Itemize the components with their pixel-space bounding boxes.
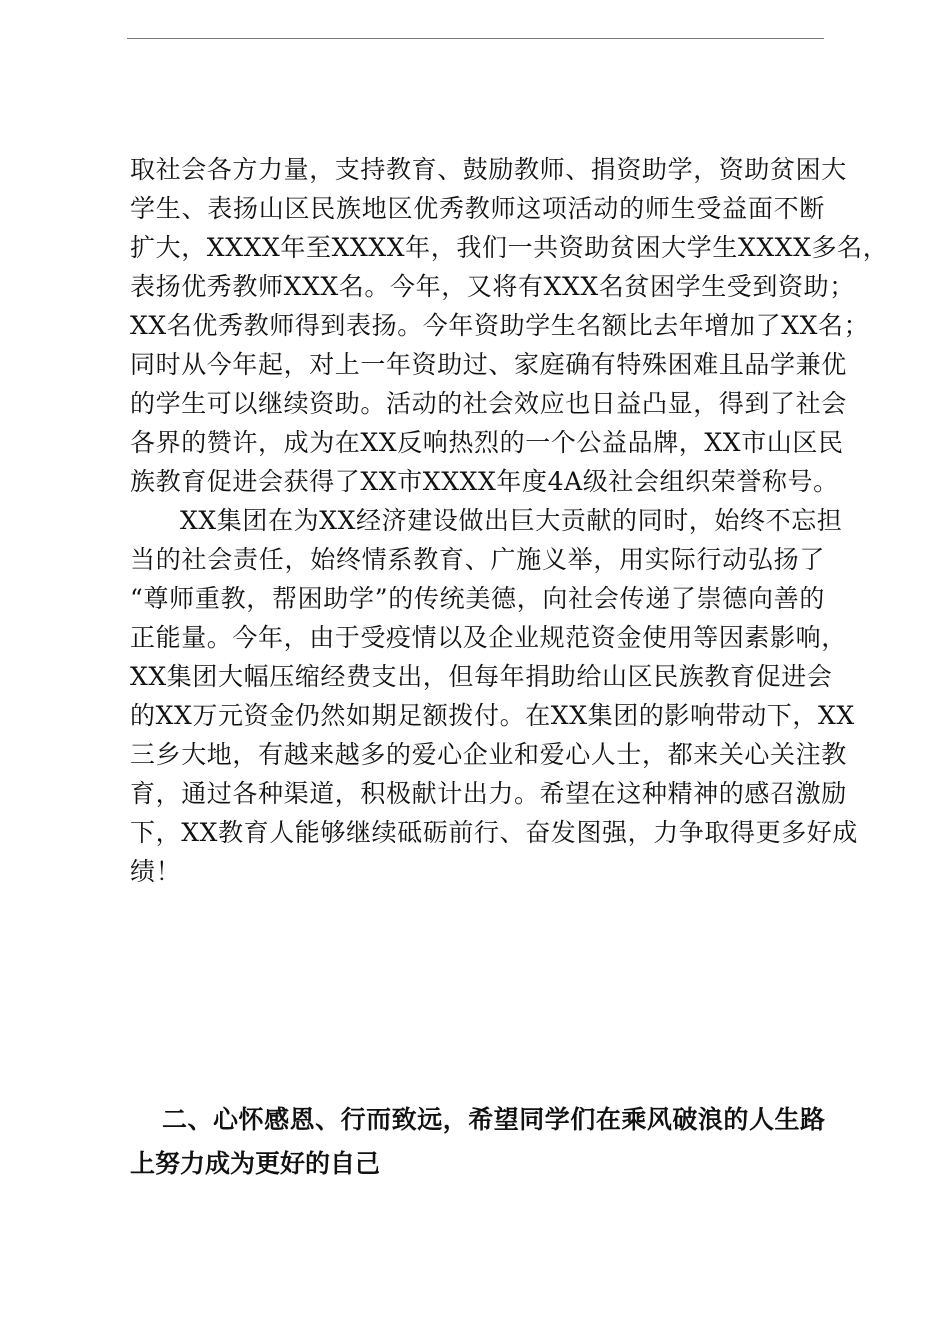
text-line: 育，通过各种渠道，积极献计出力。希望在这种精神的感召激励 <box>130 779 847 808</box>
text-line: 扩大，XXXX年至XXXX年，我们一共资助贫困大学生XXXX多名， <box>130 233 889 262</box>
text-line: XX集团大幅压缩经费支出，但每年捐助给山区民族教育促进会 <box>130 662 833 691</box>
text-line: 下，XX教育人能够继续砥砺前行、奋发图强，力争取得更多好成 <box>130 818 858 847</box>
heading-line: 上努力成为更好的自己 <box>130 1149 381 1178</box>
text-line: 三乡大地，有越来越多的爱心企业和爱心人士，都来关心关注教 <box>130 740 847 769</box>
text-line: 的XX万元资金仍然如期足额拨付。在XX集团的影响带动下，XX <box>130 701 855 730</box>
text-line: 当的社会责任，始终情系教育、广施义举，用实际行动弘扬了 <box>130 545 825 574</box>
body-text <box>130 150 889 891</box>
text-line: 正能量。今年，由于受疫情以及企业规范资金使用等因素影响， <box>130 623 847 652</box>
text-line: XX集团在为XX经济建设做出巨大贡献的同时，始终不忘担 <box>180 506 843 535</box>
text-line: 学生、表扬山区民族地区优秀教师这项活动的师生受益面不断 <box>130 194 825 223</box>
paragraph-2 <box>130 501 858 891</box>
text-line: 的学生可以继续资助。活动的社会效应也日益凸显，得到了社会 <box>130 389 847 418</box>
text-line: “尊师重教，帮困助学”的传统美德，向社会传递了崇德向善的 <box>130 584 825 613</box>
text-line: 各界的赞许，成为在XX反响热烈的一个公益品牌，XX市山区民 <box>130 428 844 457</box>
section-heading <box>130 1098 825 1186</box>
text-line: 绩！ <box>130 857 182 886</box>
text-line: 取社会各方力量，支持教育、鼓励教师、捐资助学，资助贫困大 <box>130 155 847 184</box>
text-line: XX名优秀教师得到表扬。今年资助学生名额比去年增加了XX名； <box>130 311 870 340</box>
text-line: 族教育促进会获得了XX市XXXX年度4A级社会组织荣誉称号。 <box>130 467 839 496</box>
heading-line: 二、心怀感恩、行而致远，希望同学们在乘风破浪的人生路 <box>162 1105 825 1134</box>
paragraph-1 <box>130 150 889 501</box>
text-line: 表扬优秀教师XXX名。今年，又将有XXX名贫困学生受到资助； <box>130 272 855 301</box>
text-line: 同时从今年起，对上一年资助过、家庭确有特殊困难且品学兼优 <box>130 350 847 379</box>
header-rule <box>127 38 824 39</box>
